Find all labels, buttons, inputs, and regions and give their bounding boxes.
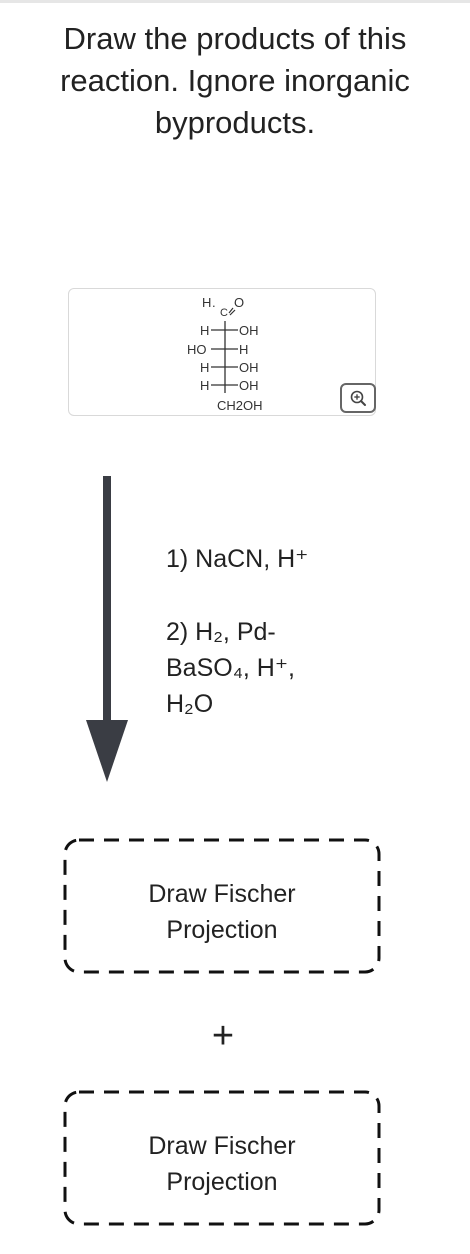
row4-right-label: OH (239, 378, 259, 393)
row1-right-label: OH (239, 323, 259, 338)
box-2-label-line-2: Projection (166, 1168, 278, 1196)
product-drawing-box-1[interactable] (63, 838, 381, 974)
aldehyde-h-label: H (202, 295, 212, 310)
prompt-line-3: byproducts. (154, 105, 316, 140)
row2-right-label: H (239, 342, 249, 357)
plus-sign: + (211, 1015, 235, 1057)
reactant-fischer-projection (69, 289, 375, 415)
condition-step-1: 1) NaCN, H⁺ (166, 545, 309, 573)
product-drawing-box-2[interactable] (63, 1090, 381, 1226)
condition-step-2-line-2: BaSO₄, H⁺, (166, 654, 295, 682)
zoom-button[interactable] (340, 383, 376, 413)
question-prompt (20, 18, 450, 144)
reaction-arrow (86, 476, 130, 786)
aldehyde-o-label: O (234, 295, 245, 310)
condition-step-2-line-3: H₂O (166, 690, 214, 718)
bottom-group-label: CH2OH (217, 398, 263, 413)
top-divider (0, 0, 470, 3)
row3-right-label: OH (239, 360, 259, 375)
aldehyde-c-label: C (220, 307, 228, 319)
prompt-line-1: Draw the products of this (63, 21, 407, 56)
row3-left-label: H (200, 360, 210, 375)
box-2-label (63, 1128, 381, 1200)
box-2-label-line-1: Draw Fischer (148, 1132, 296, 1160)
svg-text:.: . (212, 295, 216, 310)
condition-step-2-line-1: 2) H₂, Pd- (166, 618, 276, 646)
row4-left-label: H (200, 378, 210, 393)
reactant-fischer-card (68, 288, 376, 416)
prompt-line-2: reaction. Ignore inorganic (60, 63, 410, 98)
row2-left-label: HO (187, 342, 207, 357)
box-1-label (63, 876, 381, 948)
box-1-label-line-2: Projection (166, 916, 278, 944)
box-1-label-line-1: Draw Fischer (148, 880, 296, 908)
row1-left-label: H (200, 323, 210, 338)
zoom-in-icon (342, 385, 374, 411)
